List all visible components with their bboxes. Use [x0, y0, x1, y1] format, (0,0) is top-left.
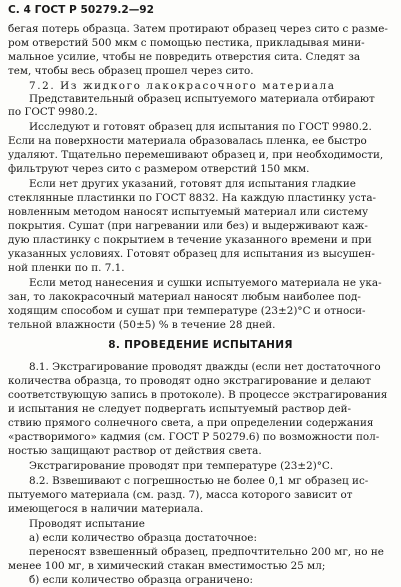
- text-line: Исследуют и готовят образец для испытания по ГОСТ 9980.2.: [29, 121, 372, 133]
- text-line: новленным методом наносят испытуемый материал или систему: [8, 206, 369, 218]
- text-line: ной пленки по п. 7.1.: [8, 262, 125, 274]
- text-line: ностью защищают раствор от действия света.: [8, 445, 262, 457]
- text-line: покрытия. Сушат (при нагревании или без) и выдерживают каж-: [8, 220, 368, 232]
- text-line: б) если количество образца ограничено:: [29, 574, 253, 586]
- text-line: Если нет других указаний, готовят для испытания гладкие: [29, 178, 356, 190]
- text-line: ходящим способом и сушат при температуре (23±2)°С и относи-: [8, 305, 366, 317]
- text-line: соответствующую запись в протоколе). В процессе экстрагирования: [8, 389, 388, 401]
- text-line: дую пластинку с покрытием в течение указанного времени и при: [8, 234, 372, 246]
- text-line: указанных условиях. Готовят образец для испытания из высушен-: [8, 248, 375, 260]
- text-line: количества образца, то проводят одно экстрагирование и делают: [8, 375, 371, 387]
- text-line: тельной влажности (50±5) % в течение 28 дней.: [8, 319, 276, 331]
- text-line: ствию прямого солнечного света, а при определении содержания: [8, 417, 374, 429]
- text-line: Если на поверхности материала образовалась пленка, ее быстро: [8, 135, 367, 147]
- text-line: Экстрагирование проводят при температуре (23±2)°С.: [29, 460, 334, 472]
- text-line: зан, то лакокрасочный материал наносят любым наиболее под-: [8, 291, 361, 303]
- text-line: переносят взвешенный образец, предпочтительно 200 мг, но не: [29, 546, 384, 558]
- text-line: удаляют. Тщательно перемешивают образец и, при необходимости,: [8, 149, 384, 161]
- text-line: 8.2. Взвешивают с погрешностью не более 0,1 мг образец ис-: [29, 475, 369, 487]
- text-line: Представительный образец испытуемого материала отбирают: [29, 93, 375, 105]
- text-line: тем, чтобы весь образец прошел через сито.: [8, 65, 254, 77]
- text-line: и испытания не следует подвергать испытуемый раствор дей-: [8, 403, 352, 415]
- page-header: [8, 4, 154, 16]
- text-line: стеклянные пластинки по ГОСТ 8832. На каждую пластинку уста-: [8, 192, 377, 204]
- text-line: имеющегося в наличии материала.: [8, 503, 204, 515]
- text-line: Если метод нанесения и сушки испытуемого материала не ука-: [29, 277, 382, 289]
- section-heading: 8. ПРОВЕДЕНИЕ ИСПЫТАНИЯ: [108, 339, 293, 351]
- standard-code: ГОСТ Р 50279.2—92: [34, 4, 155, 16]
- text-line: Проводят испытание: [29, 518, 145, 530]
- text-line: менее 100 мг, в химический стакан вместимостью 25 мл;: [8, 560, 326, 572]
- text-line: а) если количество образца достаточное:: [29, 532, 257, 544]
- text-line: мальное усилие, чтобы не повредить отверстия сита. Следят за: [8, 51, 361, 63]
- text-line: бегая потерь образца. Затем протирают образец через сито с разме-: [8, 23, 388, 35]
- text-line: «растворимого» кадмия (см. ГОСТ Р 50279.6) по возможности пол-: [8, 431, 380, 443]
- text-line: 8.1. Экстрагирование проводят дважды (если нет достаточного: [29, 361, 381, 373]
- text-line: 7.2. Из жидкого лакокрасочного материала: [29, 80, 336, 92]
- text-line: фильтруют через сито с размером отверстий 150 мкм.: [8, 163, 310, 175]
- text-line: ром отверстий 500 мкм с помощью пестика, прикладывая мини-: [8, 37, 365, 49]
- text-line: пытуемого материала (см. разд. 7), масса которого зависит от: [8, 489, 353, 501]
- text-line: по ГОСТ 9980.2.: [8, 106, 98, 118]
- page-number: С. 4: [8, 4, 31, 16]
